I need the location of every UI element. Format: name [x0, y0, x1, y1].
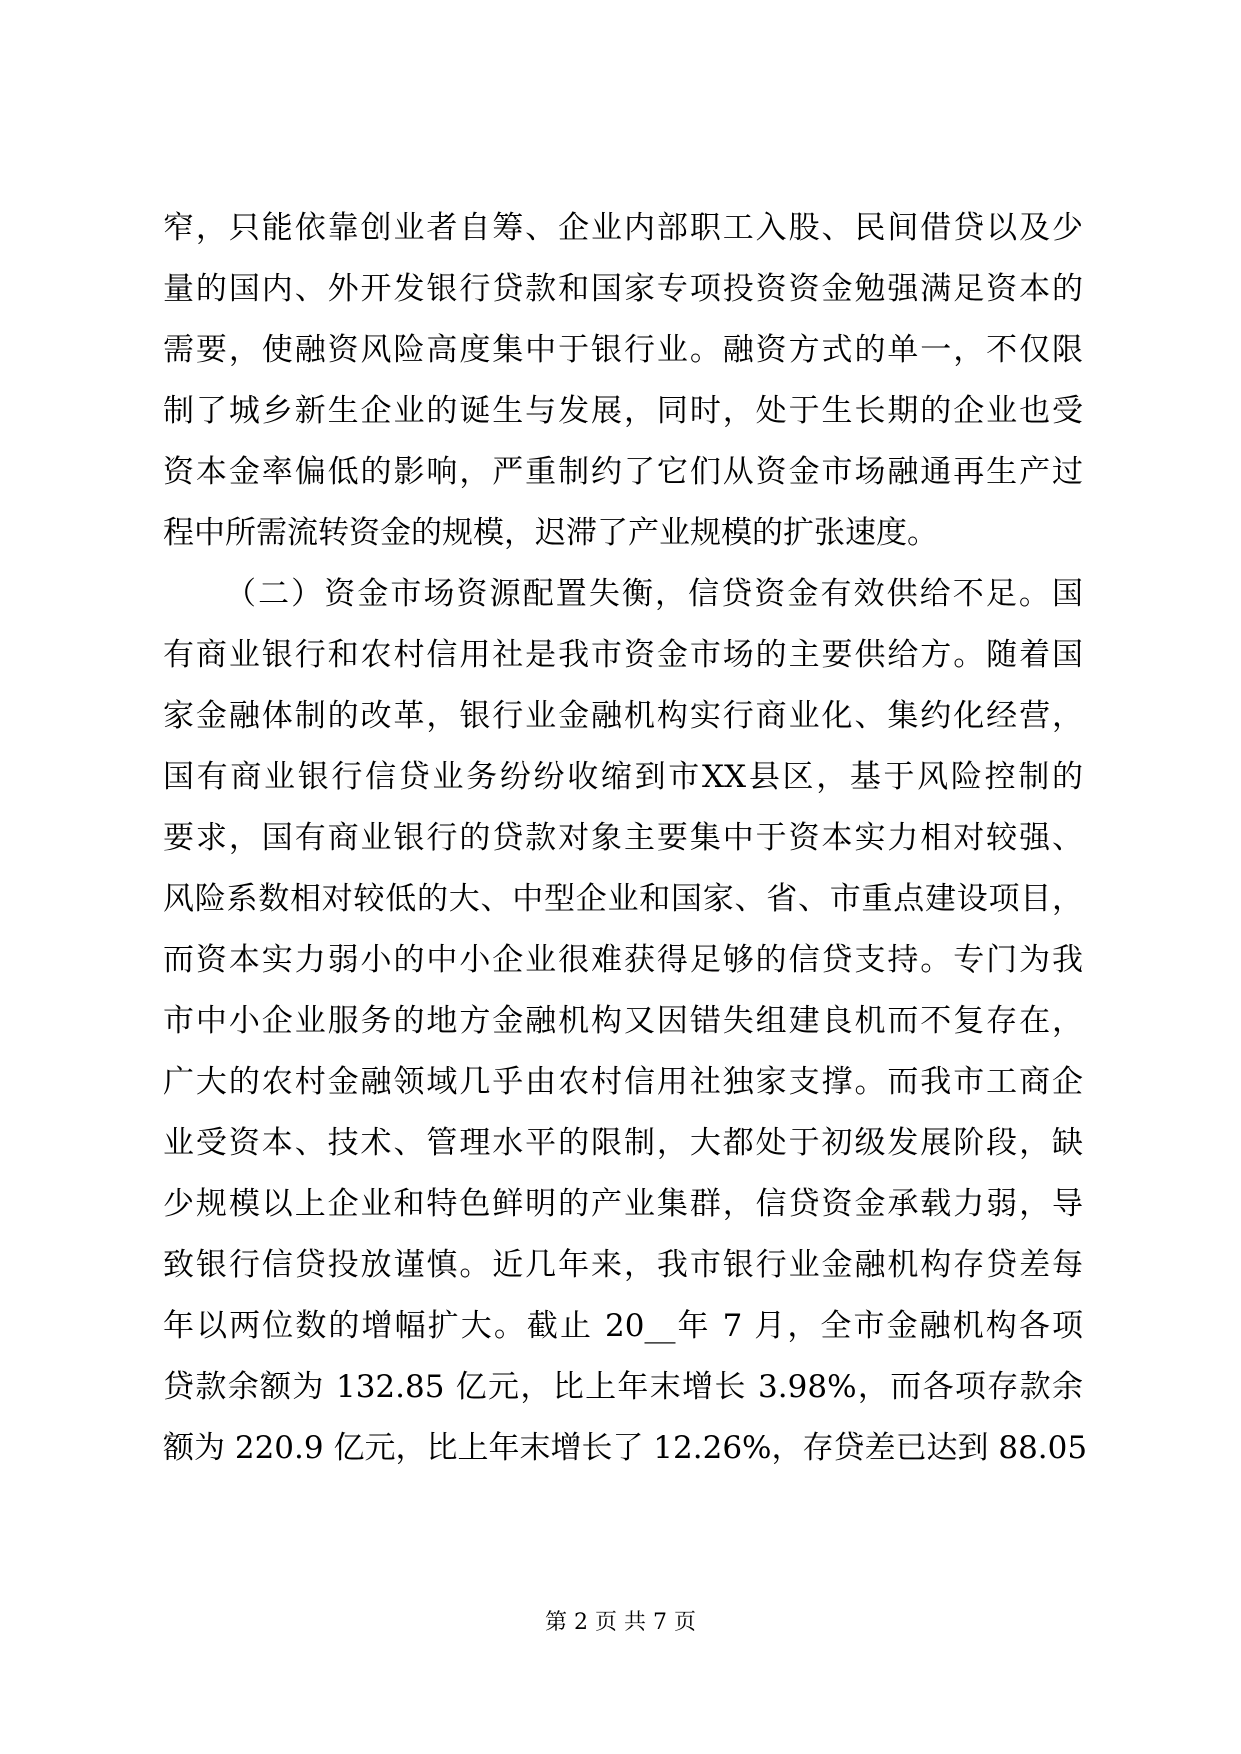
text-line: 要求，国有商业银行的贷款对象主要集中于资本实力相对较强、 [163, 820, 1083, 856]
text-line: 量的国内、外开发银行贷款和国家专项投资资金勉强满足资本的 [163, 271, 1083, 307]
text-line: 程中所需流转资金的规模，迟滞了产业规模的扩张速度。 [163, 515, 938, 551]
text-line: 业受资本、技术、管理水平的限制，大都处于初级发展阶段，缺 [163, 1125, 1083, 1161]
page-number-footer: 第 2 页 共 7 页 [545, 1610, 696, 1635]
text-line: 风险系数相对较低的大、中型企业和国家、省、市重点建设项目， [163, 881, 1083, 917]
text-line: 少规模以上企业和特色鲜明的产业集群，信贷资金承载力弱，导 [163, 1186, 1083, 1222]
text-line: 而资本实力弱小的中小企业很难获得足够的信贷支持。专门为我 [163, 942, 1083, 978]
section-heading-line: （二）资金市场资源配置失衡，信贷资金有效供给不足。国 [225, 576, 1083, 612]
text-line: 贷款余额为 132.85 亿元，比上年末增长 3.98%，而各项存款余 [163, 1369, 1083, 1405]
text-line: 家金融体制的改革，银行业金融机构实行商业化、集约化经营， [163, 698, 1083, 734]
text-line: 需要，使融资风险高度集中于银行业。融资方式的单一，不仅限 [163, 332, 1083, 368]
text-line: 窄，只能依靠创业者自筹、企业内部职工入股、民间借贷以及少 [163, 210, 1083, 246]
text-line: 资本金率偏低的影响，严重制约了它们从资金市场融通再生产过 [163, 454, 1083, 490]
text-line: 额为 220.9 亿元，比上年末增长了 12.26%，存贷差已达到 88.05 [163, 1430, 1088, 1466]
text-line: 制了城乡新生企业的诞生与发展，同时，处于生长期的企业也受 [163, 393, 1083, 429]
text-line: 国有商业银行信贷业务纷纷收缩到市XX县区，基于风险控制的 [163, 759, 1083, 795]
text-line: 致银行信贷投放谨慎。近几年来，我市银行业金融机构存贷差每 [163, 1247, 1083, 1283]
text-line: 市中小企业服务的地方金融机构又因错失组建良机而不复存在， [163, 1003, 1083, 1039]
text-line: 年以两位数的增幅扩大。截止 20__年 7 月，全市金融机构各项 [163, 1308, 1083, 1344]
text-line: 有商业银行和农村信用社是我市资金市场的主要供给方。随着国 [163, 637, 1083, 673]
text-line: 广大的农村金融领域几乎由农村信用社独家支撑。而我市工商企 [163, 1064, 1083, 1100]
